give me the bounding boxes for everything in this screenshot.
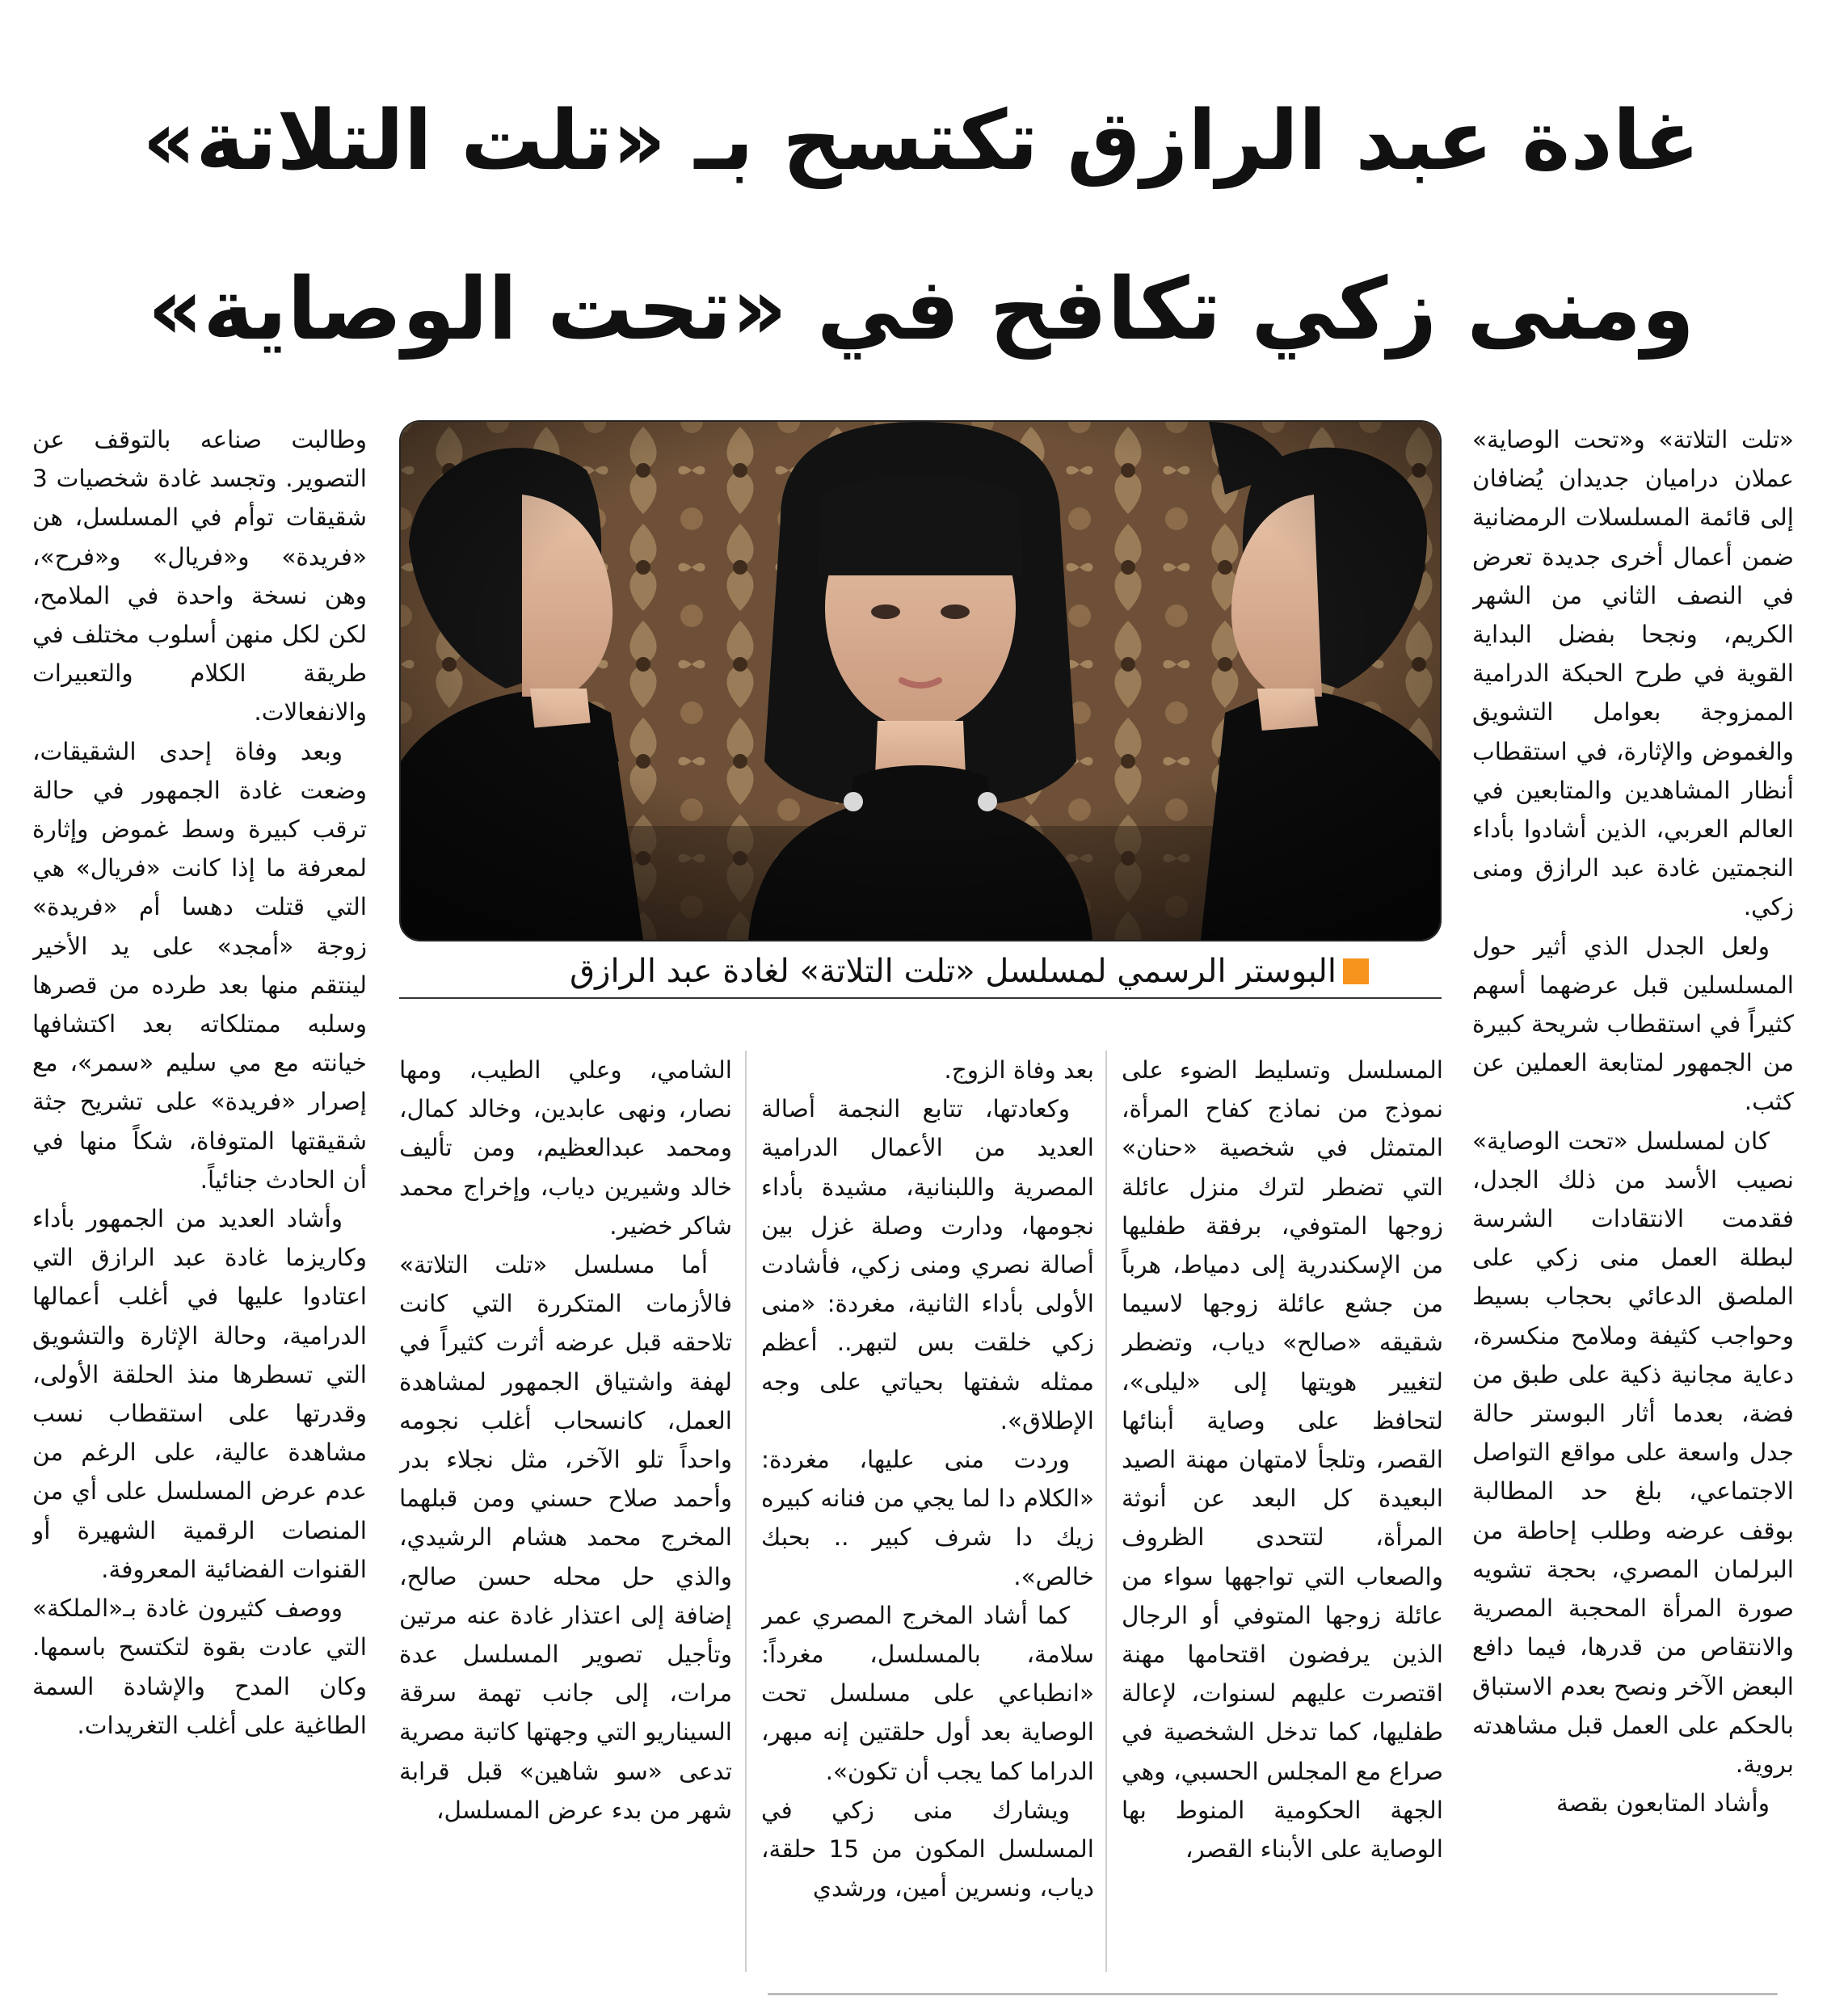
paragraph: وردت منى عليها، مغردة: «الكلام دا لما يجي من فنانه كبيره زيك دا شرف كبير .. بحبك خالص».: [761, 1446, 1094, 1590]
article-column-right: [1472, 420, 1794, 1988]
paragraph: كان لمسلسل «تحت الوصاية» نصيب الأسد من ذلك الجدل، فقدمت الانتقادات الشرسة لبطلة العمل منى زكي على الملصق الدعائي بحجاب بسيط وحواجب كثيفة وملامح منكسرة، دعاية مجانية ذكية على طبق من فضة، بعدما أثار البوستر حالة جدل واسعة على مواقع التواصل الاجتماعي، بلغ حد المطالبة بوقف عرضه وطلب إحاطة من البرلمان المصري، بحجة تشويه صورة المرأة المحجبة المصرية والانتقاص من قدرها، فيما دافع البعض الآخر ونصح بعدم الاستباق بالحكم على العمل قبل مشاهدته بروية.: [1472, 1127, 1794, 1778]
paragraph: بعد وفاة الزوج.: [944, 1056, 1094, 1084]
caption-text: البوستر الرسمي لمسلسل «تلت التلاتة» لغادة عبد الرازق: [570, 953, 1337, 990]
paragraph: أما مسلسل «تلت التلاتة» فالأزمات المتكررة التي كانت تلاحقه قبل عرضه أثرت كثيراً في لهفة واشتياق الجمهور لمشاهدة العمل، كانسحاب أغلب نجومه واحداً تلو الآخر، مثل نجلاء بدر وأحمد صلاح حسني ومن قبلهما المخرج محمد هشام الرشيدي، والذي حل محله حسن صالح، إضافة إلى اعتذار غادة عنه مرتين وتأجيل تصوير المسلسل عدة مرات، إلى جانب تهمة سرقة السيناريو التي وجهتها كاتبة مصرية تدعى «سو شاهين» قبل قرابة شهر من بدء عرض المسلسل،: [399, 1251, 732, 1824]
paragraph: وأشاد المتابعون بقصة: [1555, 1789, 1770, 1818]
column-divider: [745, 1051, 747, 1972]
paragraph: وبعد وفاة إحدى الشقيقات، وضعت غادة الجمهور في حالة ترقب كبيرة وسط غموض وإثارة لمعرفة ما إذا كانت «فريال» هي التي قتلت دهسا أم «فريدة» زوجة «أمجد» على يد الأخير لينتقم منها بعد طرده من قصرها وسلبه ممتلكاته بعد اكتشافها خيانته مع مي سليم «سمر»، مع إصرار «فريدة» على تشريح جثة شقيقتها المتوفاة، شكاً منها في أن الحادث جنائياً.: [32, 737, 367, 1194]
article-column-left: [32, 420, 367, 1988]
paragraph: الشامي، وعلي الطيب، ومها نصار، ونهى عابدين، وخالد كمال، ومحمد عبدالعظيم، ومن تأليف خالد وشيرين دياب، وإخراج محمد شاكر خضير.: [399, 1056, 732, 1240]
paragraph: ويشارك منى زكي في المسلسل المكون من 15 حلقة، دياب، ونسرين أمين، ورشدي: [761, 1796, 1094, 1902]
paragraph: وأشاد العديد من الجمهور بأداء وكاريزما غادة عبد الرازق التي اعتادوا عليها في أغلب أعمالها الدرامية، وحالة الإثارة والتشويق التي تسطرها منذ الحلقة الأولى، وقدرتها على استقطاب نسب مشاهدة عالية، على الرغم من عدم عرض المسلسل على أي من المنصات الرقمية الشهيرة أو القنوات الفضائية المعروفة.: [32, 1205, 367, 1583]
article-column-center-left: [399, 1051, 732, 1988]
paragraph: كما أشاد المخرج المصري عمر سلامة، بالمسلسل، مغرداً: «انطباعي على مسلسل تحت الوصاية بعد أول حلقتين إنه مبهر، الدراما كما يجب أن تكون».: [761, 1601, 1094, 1785]
column-divider: [1105, 1051, 1107, 1972]
paragraph: وطالبت صناعه بالتوقف عن التصوير. وتجسد غادة شخصيات 3 شقيقات توأم في المسلسل، هن «فريدة» و«فريال» و«فرح»، وهن نسخة واحدة في الملامح، لكن لكل منهن أسلوب مختلف في طريقة الكلام والتعبيرات والانفعالات.: [32, 426, 367, 727]
paragraph: ووصف كثيرون غادة بـ«الملكة» التي عادت بقوة لتكتسح باسمها. وكان المدح والإشادة السمة الطاغية على أغلب التغريدات.: [32, 1594, 367, 1739]
caption-bullet-square: [1343, 958, 1369, 984]
headline-line-1: غادة عبد الرازق تكتسح بـ «تلت التلاتة»: [142, 93, 1700, 189]
headline-line-2: ومنى زكي تكافح في «تحت الوصاية»: [147, 259, 1695, 359]
bottom-rule: [768, 1993, 1778, 1995]
paragraph: المسلسل وتسليط الضوء على نموذج من نماذج كفاح المرأة، المتمثل في شخصية «حنان» التي تضطر لترك منزل عائلة زوجها المتوفي، برفقة طفليها من الإسكندرية إلى دمياط، هرباً من جشع عائلة زوجها لاسيما شقيقه «صالح» دياب، وتضطر لتغيير هويتها إلى «ليلى»، لتحافظ على وصاية أبنائها القصر، وتلجأ لامتهان مهنة الصيد البعيدة كل البعد عن أنوثة المرأة، لتتحدى الظروف والصعاب التي تواجهها سواء من عائلة زوجها المتوفي أو الرجال الذين يرفضون اقتحامها مهنة اقتصرت عليهم لسنوات، لإعالة طفليها، كما تدخل الشخصية في صراع مع المجلس الحسبي، وهي الجهة الحكومية المنوط بها الوصاية على الأبناء القصر،: [1122, 1056, 1443, 1864]
paragraph: ولعل الجدل الذي أثير حول المسلسلين قبل عرضهما أسهم كثيراً في استقطاب شريحة كبيرة من الجمهور لمتابعة العملين عن كثب.: [1472, 932, 1794, 1116]
photo-caption: [399, 946, 1442, 999]
paragraph: وكعادتها، تتابع النجمة أصالة العديد من الأعمال الدرامية المصرية واللبنانية، مشيدة بأداء نجومها، ودارت وصلة غزل بين أصالة نصري ومنى زكي، فأشادت الأولى بأداء الثانية، مغردة: «منى زكي خلقت بس لتبهر.. أعظم ممثله شفتها بحياتي على وجه الإطلاق».: [761, 1095, 1094, 1434]
poster-photo: [399, 420, 1442, 941]
paragraph: «تلت التلاتة» و«تحت الوصاية» عملان دراميان جديدان يُضافان إلى قائمة المسلسلات الرمضانية ضمن أعمال أخرى جديدة تعرض في النصف الثاني من الشهر الكريم، ونجحا بفضل البداية القوية في طرح الحبكة الدرامية الممزوجة بعوامل التشويق والغموض والإثارة، في استقطاب أنظار المشاهدين والمتابعين في العالم العربي، الذين أشادوا بأداء النجمتين غادة عبد الرازق ومنى زكي.: [1472, 426, 1794, 921]
article-column-center-right: [1122, 1051, 1443, 1988]
article-column-center: [761, 1051, 1094, 1988]
